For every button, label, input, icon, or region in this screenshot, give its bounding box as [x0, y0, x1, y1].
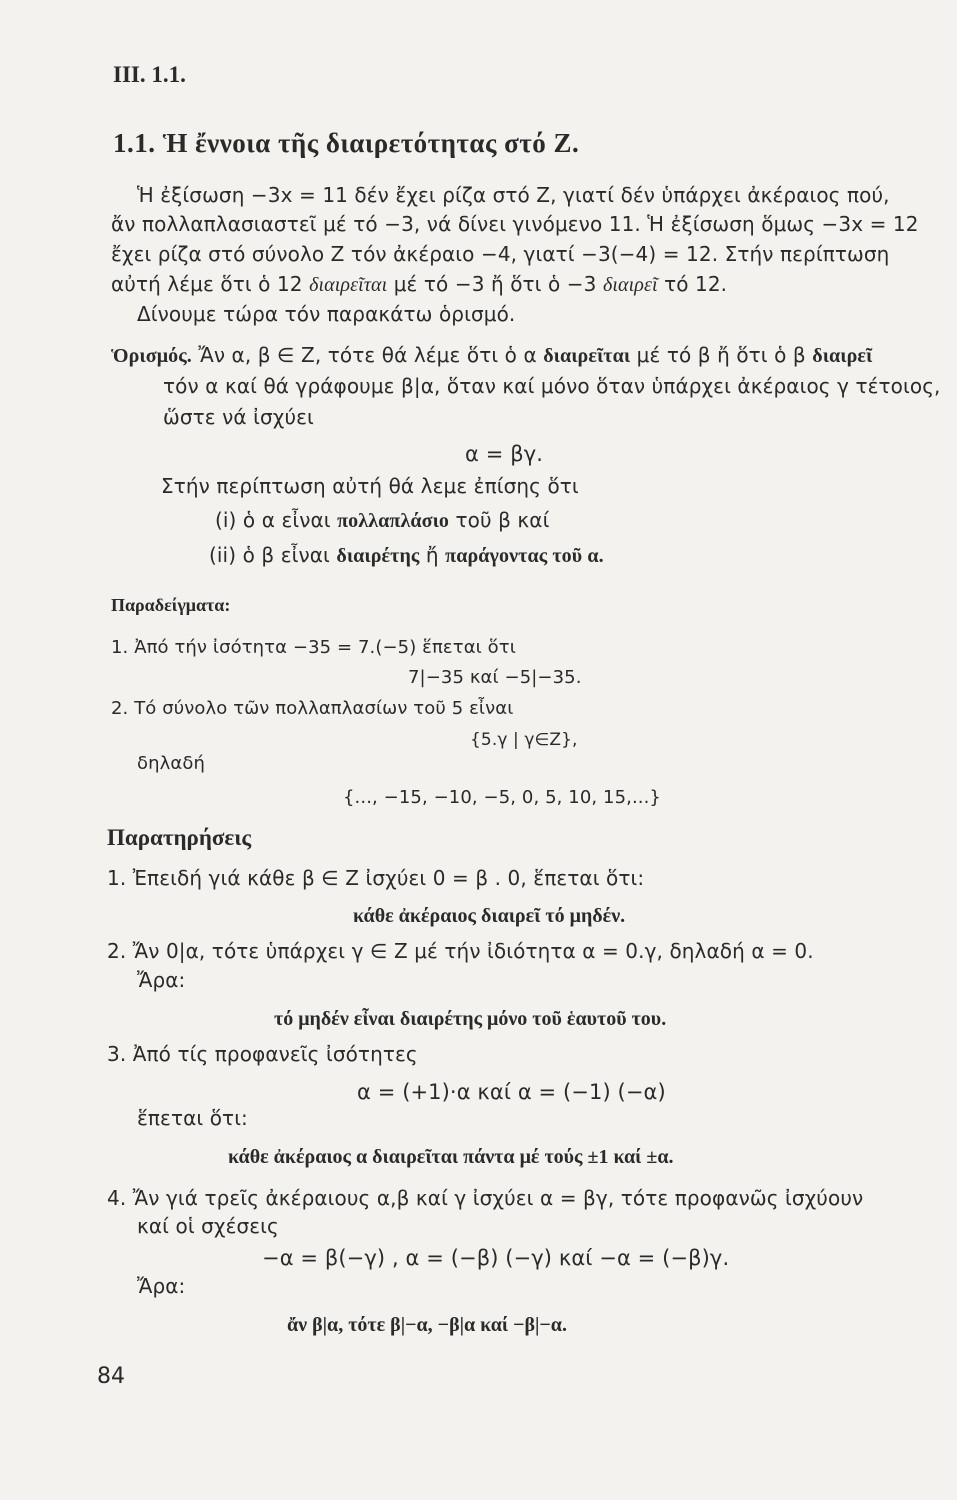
example-2-list: {..., −15, −10, −5, 0, 5, 10, 15,...}: [343, 787, 661, 808]
intro-line-1: Ἡ ἐξίσωση −3x = 11 δέν ἔχει ρίζα στό Z, γιατί δέν ὑπάρχει ἀκέραιος πού,: [137, 183, 890, 207]
definition-item-i: [215, 508, 549, 533]
example-2: 2. Τό σύνολο τῶν πολλαπλασίων τοῦ 5 εἶναι: [111, 698, 514, 719]
remark-4-therefore: Ἄρα:: [137, 1274, 186, 1298]
intro-line-3: ἔχει ρίζα στό σύνολο Z τόν ἀκέραιο −4, γιατί −3(−4) = 12. Στήν περίπτωση: [111, 242, 890, 266]
item-text: (i) ὁ α εἶναι: [215, 508, 338, 532]
examples-heading: Παραδείγματα:: [111, 595, 231, 615]
remark-3: 3. Ἀπό τίς προφανεῖς ἰσότητες: [107, 1042, 418, 1066]
remark-1: 1. Ἐπειδή γιά κάθε β ∈ Z ἰσχύει 0 = β . 0, ἕπεται ὅτι:: [107, 866, 645, 890]
remark-2-statement: τό μηδέν εἶναι διαιρέτης μόνο τοῦ ἑαυτοῦ του.: [274, 1008, 667, 1030]
definition-item-ii: [209, 543, 604, 568]
remark-3-follows: ἕπεται ὅτι:: [137, 1106, 248, 1130]
remark-2-therefore: Ἄρα:: [137, 968, 186, 992]
section-header: III. 1.1.: [113, 62, 186, 87]
bold-divisor: διαιρέτης: [336, 545, 420, 567]
italic-divides-passive: διαιρεῖται: [309, 274, 388, 296]
definition-label: Ὁρισμός.: [111, 345, 192, 367]
bold-multiple: πολλαπλάσιο: [337, 510, 450, 532]
intro-text: τό 12.: [657, 272, 728, 296]
example-1: 1. Ἀπό τήν ἰσότητα −35 = 7.(−5) ἕπεται ὅτι: [111, 637, 516, 658]
intro-line-5: Δίνουμε τώρα τόν παρακάτω ὁρισμό.: [137, 302, 516, 326]
item-text: ἤ: [419, 543, 446, 567]
definition-line-2: τόν α καί θά γράφουμε β|α, ὅταν καί μόνο ὅταν ὑπάρχει ἀκέραιος γ τέτοιος,: [163, 374, 941, 398]
definition-text: Ἄν α, β ∈ Z, τότε θά λέμε ὅτι ὁ α: [191, 343, 544, 367]
definition-line-3: ὥστε νά ἰσχύει: [163, 405, 314, 429]
bold-factor: παράγοντας τοῦ α.: [445, 545, 604, 567]
remark-4-formula: −α = β(−γ) , α = (−β) (−γ) καί −α = (−β)γ.: [262, 1246, 730, 1270]
definition-line-4: Στήν περίπτωση αὐτή θά λεμε ἐπίσης ὅτι: [161, 474, 579, 498]
intro-line-4: [111, 272, 727, 297]
remarks-heading: Παρατηρήσεις: [107, 825, 252, 850]
item-text: τοῦ β καί: [449, 508, 550, 532]
remark-4-relations: καί οἱ σχέσεις: [137, 1214, 279, 1238]
remark-4: 4. Ἄν γιά τρεῖς ἀκέραιους α,β καί γ ἰσχύει α = βγ, τότε προφανῶς ἰσχύουν: [107, 1186, 864, 1210]
bold-divides-passive: διαιρεῖται: [543, 345, 631, 367]
example-2-namely: δηλαδή: [137, 753, 205, 774]
italic-divides: διαιρεῖ: [602, 274, 658, 296]
example-1-result: 7|−35 καί −5|−35.: [408, 667, 582, 688]
remark-1-statement: κάθε ἀκέραιος διαιρεῖ τό μηδέν.: [353, 905, 626, 927]
remark-2: 2. Ἄν 0|α, τότε ὑπάρχει γ ∈ Z μέ τήν ἰδιότητα α = 0.γ, δηλαδή α = 0.: [107, 939, 814, 963]
item-text: (ii) ὁ β εἶναι: [209, 543, 337, 567]
bold-divides: διαιρεῖ: [812, 345, 873, 367]
intro-text: αὐτή λέμε ὅτι ὁ 12: [111, 272, 310, 296]
intro-text: μέ τό −3 ἤ ὅτι ὁ −3: [387, 272, 603, 296]
intro-line-2: ἄν πολλαπλασιαστεῖ μέ τό −3, νά δίνει γινόμενο 11. Ἡ ἐξίσωση ὅμως −3x = 12: [111, 212, 919, 236]
definition-formula: α = βγ.: [465, 442, 543, 466]
example-2-set: {5.γ | γ∈Z},: [470, 730, 578, 750]
page-number: 84: [97, 1364, 125, 1389]
section-title: 1.1. Ἡ ἔννοια τῆς διαιρετότητας στό Z.: [113, 128, 580, 158]
remark-3-formula: α = (+1)·α καί α = (−1) (−α): [357, 1080, 666, 1104]
remark-3-statement: κάθε ἀκέραιος α διαιρεῖται πάντα μέ τούς ±1 καί ±α.: [228, 1146, 674, 1168]
remark-4-statement: ἄν β|α, τότε β|−α, −β|α καί −β|−α.: [287, 1314, 567, 1336]
definition-line-1: [111, 343, 872, 368]
definition-text: μέ τό β ἤ ὅτι ὁ β: [630, 343, 813, 367]
